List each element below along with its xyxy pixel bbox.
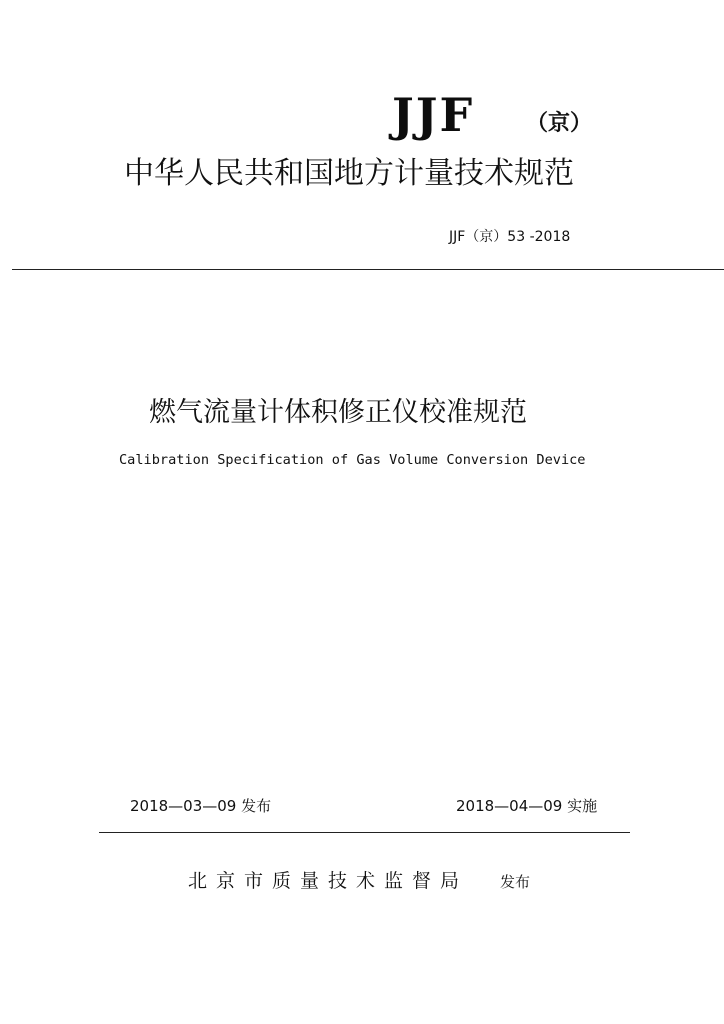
jjf-logo-region-suffix: （京）	[526, 111, 593, 136]
series-title: 中华人民共和国地方计量技术规范	[124, 156, 574, 191]
top-divider	[12, 269, 724, 270]
implementation-date: 2018—04—09 实施	[456, 797, 598, 815]
jjf-logo: JJF	[392, 88, 475, 142]
issue-date: 2018—03—09 发布	[130, 797, 272, 815]
document-title-chinese: 燃气流量计体积修正仪校准规范	[149, 397, 527, 428]
standard-number: JJF（京）53 -2018	[449, 229, 571, 245]
issuing-authority: 北京市质量技术监督局	[188, 870, 469, 892]
issuing-authority-suffix: 发布	[500, 873, 531, 891]
document-title-english: Calibration Specification of Gas Volume Conversion Device	[119, 452, 586, 468]
bottom-divider	[99, 832, 630, 833]
